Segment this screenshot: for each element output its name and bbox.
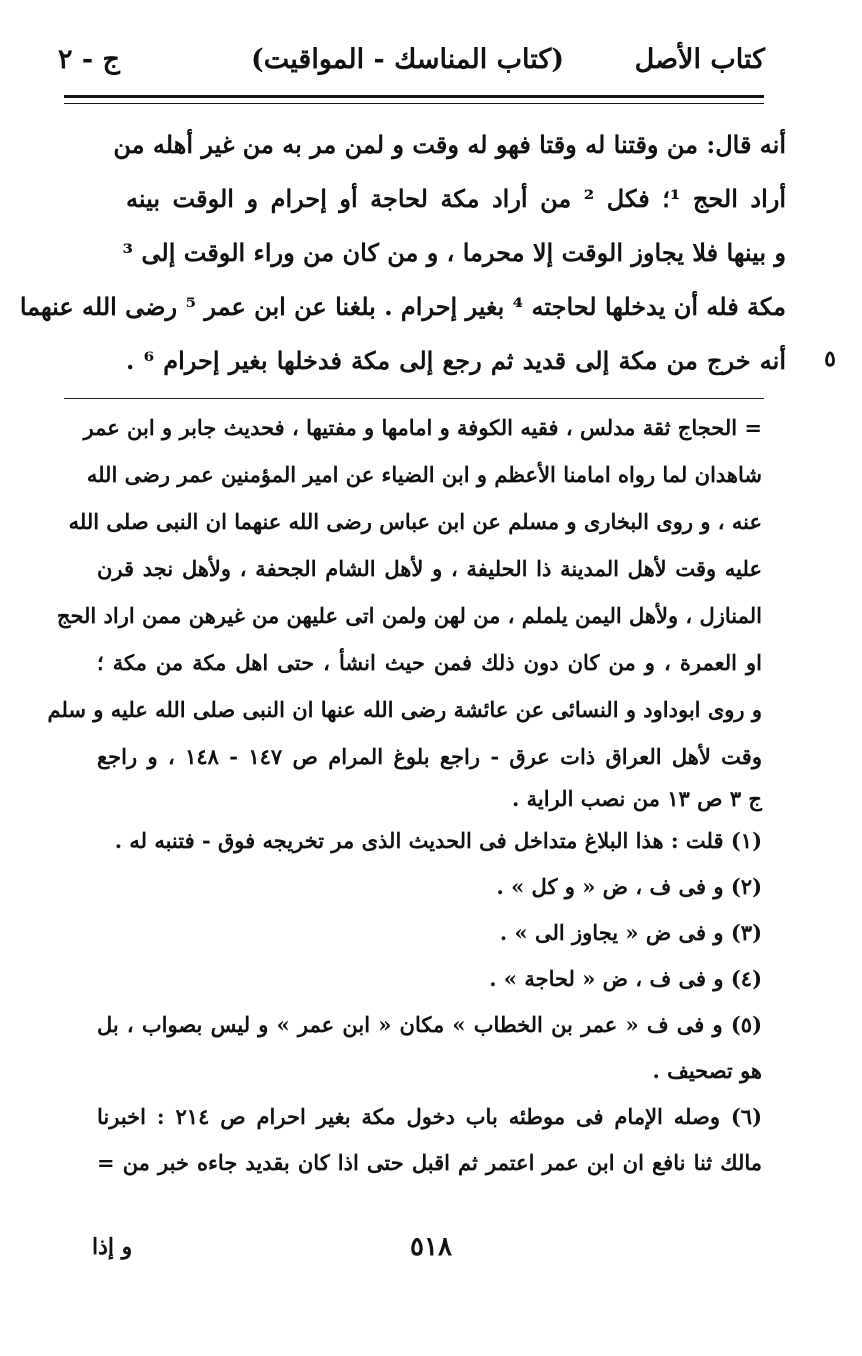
main-text-block	[19, 118, 786, 388]
commentary-line: او العمرة ، و من كان دون ذلك فمن حيث انشأ ، حتى اهل مكة من مكة ؛	[97, 650, 762, 675]
footnote-5: (٥) و فى ف « عمر بن الخطاب » مكان « ابن عمر » و ليس بصواب ، بل	[97, 1012, 762, 1037]
commentary-line: شاهدان لما رواه امامنا الأعظم و ابن الضياء عن امير المؤمنين عمر رضى الله	[86, 462, 762, 487]
notes-section	[47, 404, 762, 1186]
commentary-line: وقت لأهل العراق ذات عرق - راجع بلوغ المرام ص ١٤٧ - ١٤٨ ، و راجع	[97, 744, 762, 769]
commentary-line: عنه ، و روى البخارى و مسلم عن ابن عباس رضى الله عنهما ان النبى صلى الله	[68, 509, 762, 534]
footnote-1: (١) قلت : هذا البلاغ متداخل فى الحديث الذى مر تخريجه فوق - فتنبه له .	[114, 828, 762, 853]
footnote-4: (٤) و فى ف ، ض « لحاجة » .	[489, 966, 762, 991]
book-title: كتاب الأصل	[634, 44, 765, 75]
commentary-line: ج ٣ ص ١٣ من نصب الراية .	[512, 786, 762, 811]
footnote-5-continued: هو تصحيف .	[652, 1058, 762, 1083]
commentary-block	[47, 404, 762, 818]
volume-indicator: ج - ٢	[58, 44, 120, 75]
footnote-separator	[64, 398, 764, 399]
header-rule-thick	[64, 95, 764, 98]
footnote-6-continued: مالك ثنا نافع ان ابن عمر اعتمر ثم اقبل حتى اذا كان بقديد جاءه خبر من =	[97, 1150, 762, 1175]
commentary-line: و روى ابوداود و النسائى عن عائشة رضى الله عنها ان النبى صلى الله عليه و سلم	[47, 697, 762, 722]
page-number: ٥١٨	[410, 1232, 452, 1262]
chapter-title: (كتاب المناسك - المواقيت)	[250, 44, 565, 75]
main-text-line: أراد الحج ¹؛ فكل ² من أراد مكة لحاجة أو إحرام و الوقت بينه	[126, 184, 786, 213]
footnote-2: (٢) و فى ف ، ض « و كل » .	[496, 874, 762, 899]
running-header	[50, 44, 765, 94]
main-text-line: و بينها فلا يجاوز الوقت إلا محرما ، و من كان من وراء الوقت إلى ³	[122, 238, 786, 267]
line-number-marker: ٥	[824, 346, 836, 372]
commentary-line: = الحجاج ثقة مدلس ، فقيه الكوفة و امامها و مفتيها ، فحديث جابر و ابن عمر	[83, 415, 762, 440]
header-rule-thin	[64, 103, 764, 104]
footnote-3: (٣) و فى ض « يجاوز الى » .	[499, 920, 762, 945]
main-text-line: مكة فله أن يدخلها لحاجته ⁴ بغير إحرام . بلغنا عن ابن عمر ⁵ رضى الله عنهما	[19, 292, 786, 321]
footnote-6: (٦) وصله الإمام فى موطئه باب دخول مكة بغير احرام ص ٢١٤ : اخبرنا	[97, 1104, 762, 1129]
commentary-line: المنازل ، ولأهل اليمن يلملم ، من لهن ولمن اتى عليهن من غيرهن ممن اراد الحج	[56, 603, 762, 628]
main-text-line: أنه قال: من وقتنا له وقتا فهو له وقت و لمن مر به من غير أهله من	[113, 130, 786, 159]
footnotes-block	[97, 818, 762, 1186]
commentary-line: عليه وقت لأهل المدينة ذا الحليفة ، و لأهل الشام الجحفة ، ولأهل نجد قرن	[97, 556, 762, 581]
catchword: و إذا	[92, 1234, 133, 1260]
main-text-line: أنه خرج من مكة إلى قديد ثم رجع إلى مكة فدخلها بغير إحرام ⁶ .	[126, 346, 786, 375]
